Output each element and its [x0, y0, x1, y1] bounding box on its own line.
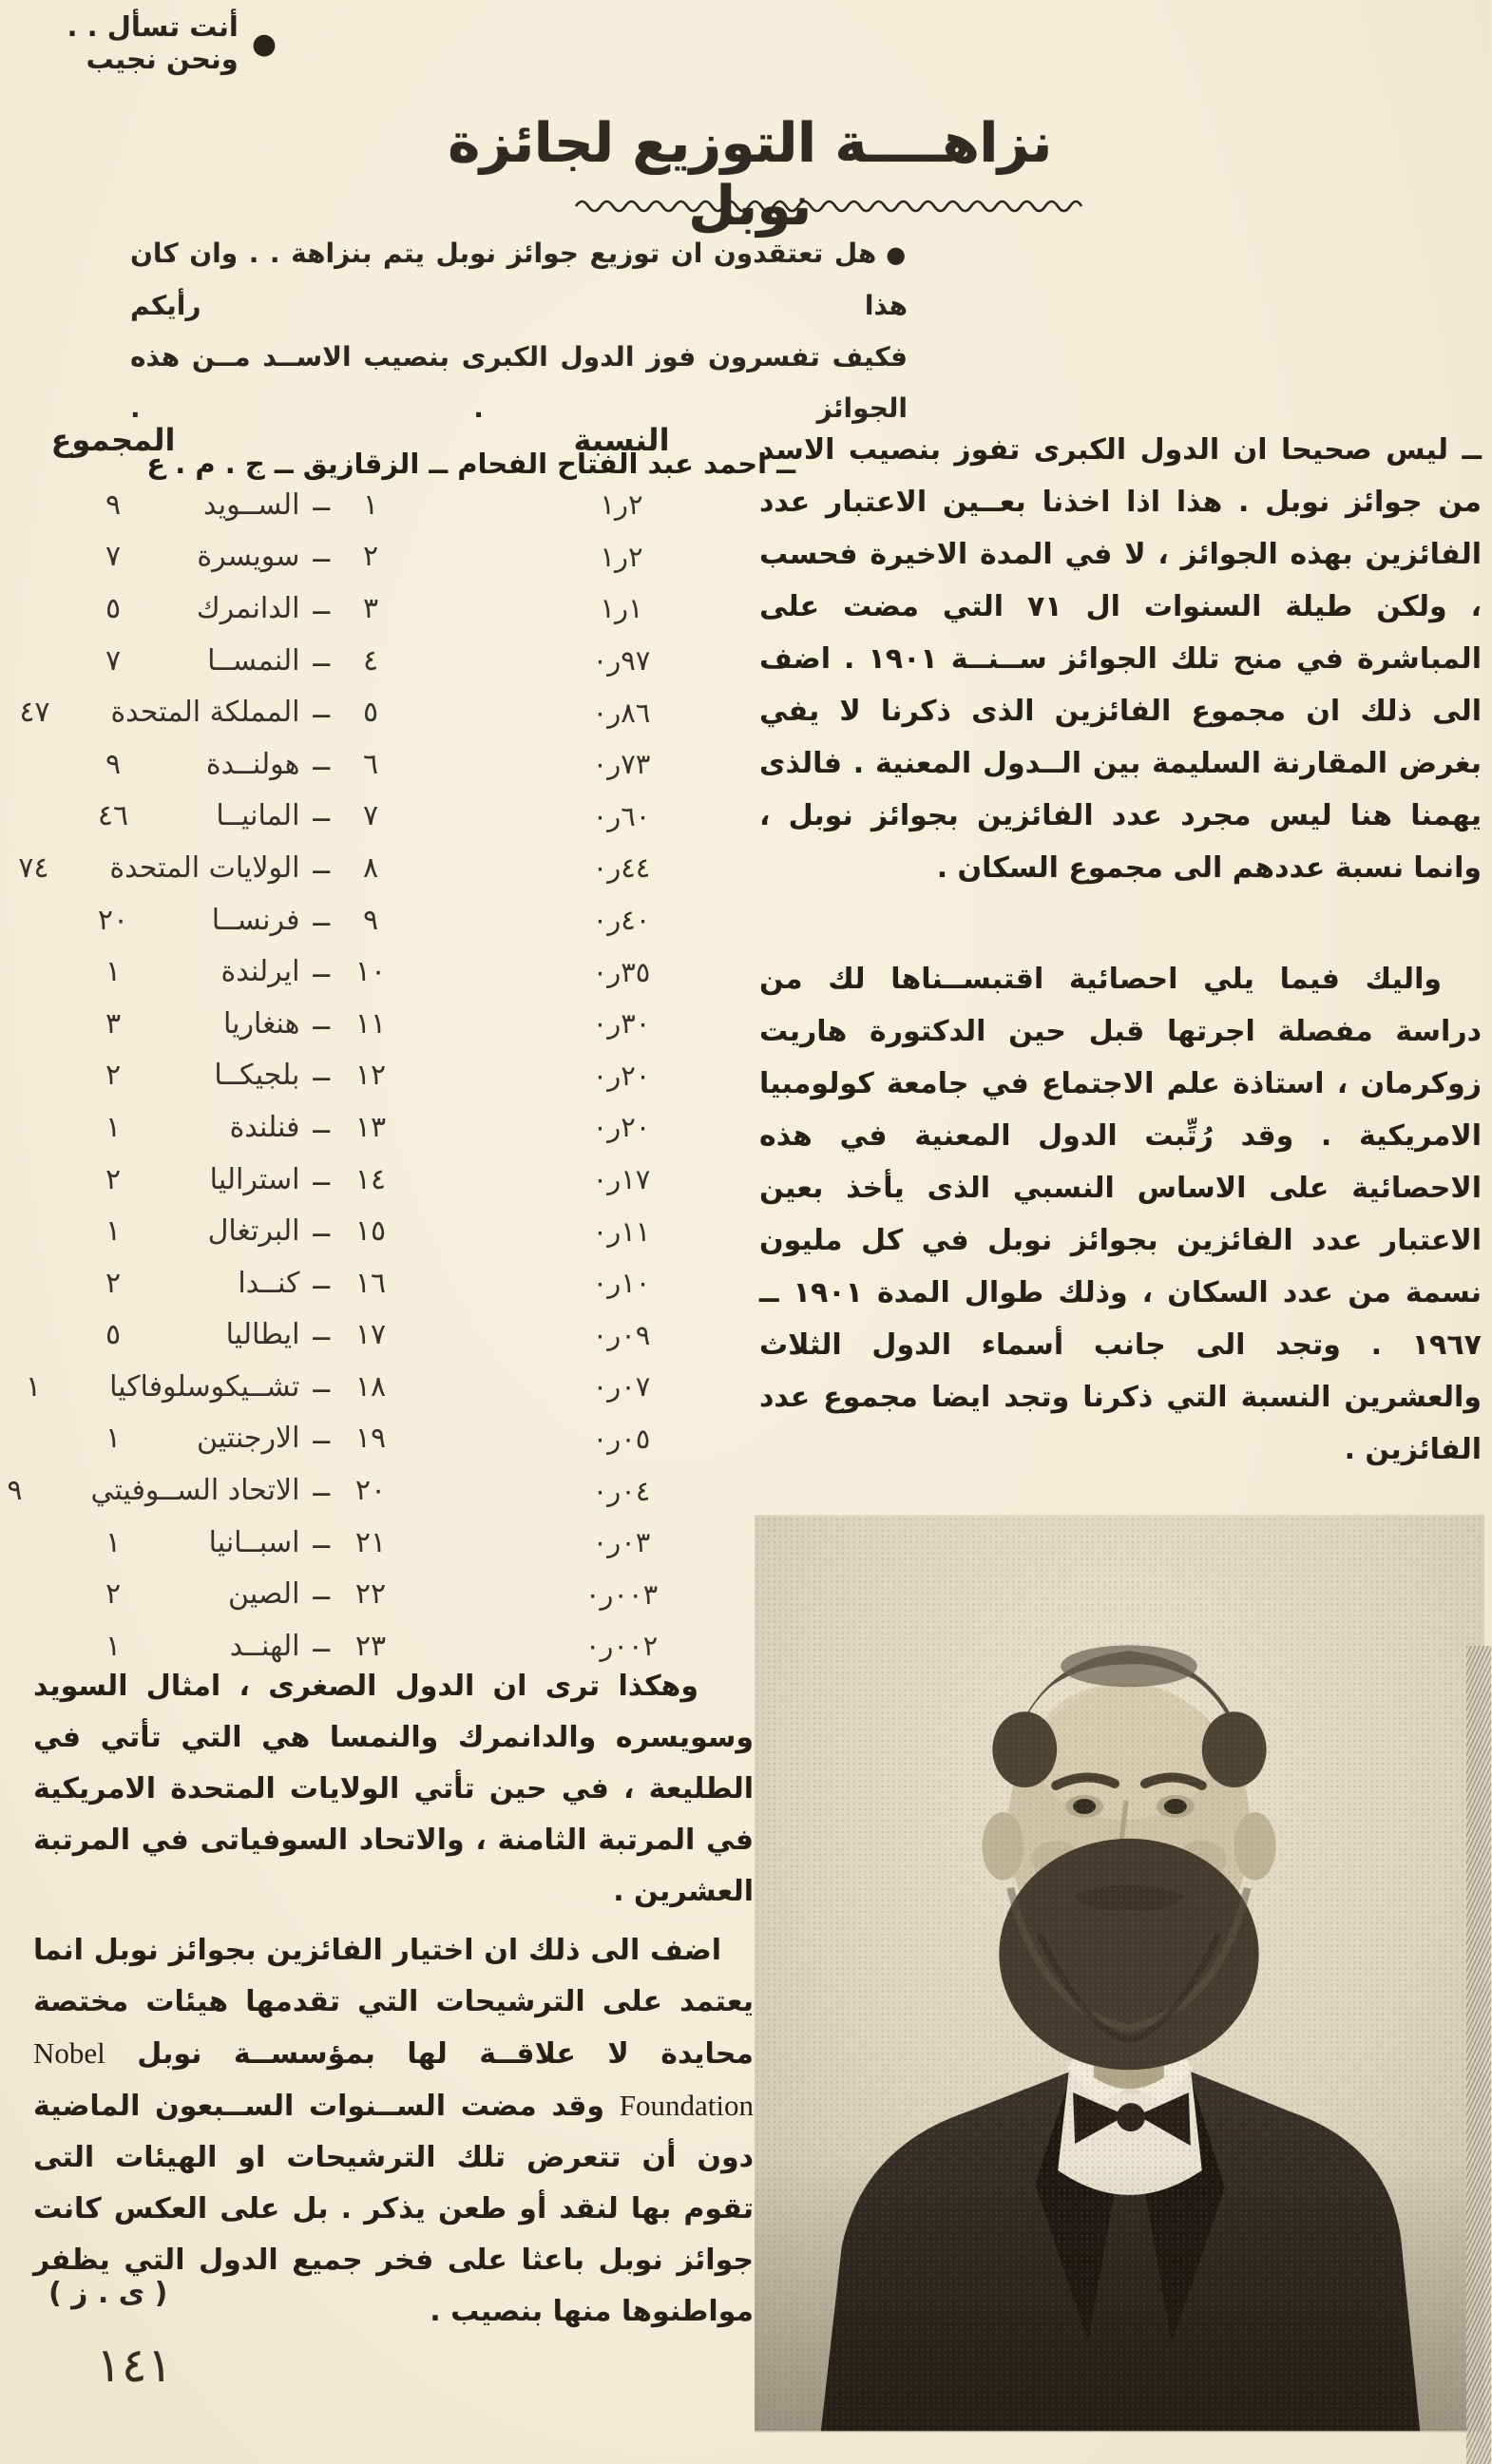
country-name: البرتغال: [208, 1214, 301, 1249]
country-name: ايطاليا: [226, 1318, 301, 1352]
ratio-value: ٠ر٢٠: [593, 1059, 652, 1092]
country-cell: [190, 1211, 542, 1249]
row-number: ١٤: [355, 1162, 388, 1196]
dash-icon: ــ: [314, 587, 331, 621]
table-row: [38, 583, 703, 635]
country-cell: [190, 1521, 542, 1559]
country-cell: [190, 1418, 542, 1456]
table-row: [27, 1361, 703, 1413]
country-cell: [190, 1314, 542, 1352]
country-cell: [190, 1262, 542, 1300]
row-number: ١٣: [355, 1110, 388, 1144]
table-row: [38, 1205, 703, 1257]
ratio-value: ٠ر٠٠٣: [585, 1577, 660, 1611]
row-number: ١٧: [355, 1318, 388, 1352]
ratio-value: ٠ر٠٣: [593, 1526, 652, 1559]
bottom-column: [34, 1661, 755, 2338]
nobel-portrait-photo: [756, 1515, 1485, 2433]
table-row: [20, 686, 703, 738]
row-number: ٥: [363, 696, 380, 730]
question-attribution: ــ احمد عبد الفتاح الفحام ــ الزقازيق ــ ج . م . ع: [147, 448, 796, 480]
bullet-icon: ●: [887, 241, 909, 268]
total-value: ٧: [105, 643, 123, 678]
country-name: فرنســا: [212, 903, 301, 937]
table-row: [38, 738, 703, 791]
ratio-value: ٠ر١٧: [593, 1163, 652, 1196]
country-cell: [190, 1003, 542, 1041]
table-row: [38, 1101, 703, 1154]
row-number: ٦: [363, 747, 380, 781]
total-value: ٣: [105, 1006, 123, 1041]
country-name: كنــدا: [239, 1266, 301, 1300]
country-name: استراليا: [210, 1162, 301, 1196]
title-underline-wavy-icon: [576, 196, 1083, 213]
row-number: ٢: [363, 540, 380, 574]
country-name: هنغاريا: [223, 1006, 301, 1041]
dash-icon: ــ: [314, 951, 331, 985]
question-line: [131, 228, 909, 332]
country-cell: [190, 1574, 542, 1612]
row-number: ٤: [363, 643, 380, 678]
table-row: [38, 1517, 703, 1569]
country-name: الدانمرك: [197, 591, 301, 625]
nobel-portrait-svg: [756, 1515, 1485, 2433]
country-name: المانيــا: [217, 799, 301, 833]
total-value: ٢: [105, 1577, 123, 1612]
dash-icon: ــ: [314, 1158, 331, 1193]
stats-table: [8, 422, 703, 1672]
paragraph-text: وقد مضت الســنوات الســبعون الماضية دون أن تتعرض تلك الترشيحات او الهيئات التى تقوم بها لنقد أو طعن يذكر . بل على العكس كانت جوائز نوبل باعثا على فخر جميع الدول التي يظفر مواطنوها منها بنصيب .: [34, 2090, 755, 2328]
table-row: [38, 1154, 703, 1206]
total-value: ١: [27, 1369, 43, 1404]
row-number: ٩: [363, 903, 380, 937]
ratio-value: ١ر٢: [601, 540, 644, 573]
ratio-value: ٠ر١٠: [593, 1267, 652, 1300]
country-name: الصين: [229, 1577, 301, 1612]
table-row: [38, 635, 703, 687]
ratio-value: ٠ر٣٥: [593, 955, 652, 988]
total-value: ٢: [105, 1162, 123, 1196]
table-row: [38, 531, 703, 583]
ratio-value: ٠ر٠٩: [593, 1318, 652, 1351]
total-value: ٥: [105, 591, 123, 625]
row-number: ١٩: [355, 1422, 388, 1456]
ratio-value: ٠ر٠٥: [593, 1422, 652, 1455]
table-row: [38, 894, 703, 946]
row-number: ٧: [363, 799, 380, 833]
question-text: هل تعتقدون ان توزيع جوائز نوبل يتم بنزاهة . . وان كان هذا رأيكم: [131, 238, 909, 321]
column-header-total: المجموع: [51, 422, 177, 458]
table-row: [19, 842, 703, 894]
country-name: الارجنتين: [197, 1422, 301, 1456]
total-value: ٤٧: [20, 696, 51, 730]
total-value: ١: [105, 1629, 123, 1663]
dash-icon: ــ: [314, 743, 331, 777]
country-cell: [190, 795, 542, 833]
table-row: [38, 479, 703, 531]
total-value: ١: [105, 1525, 123, 1559]
paragraph-text: اضف الى ذلك ان اختيار الفائزين بجوائز نوبل انما يعتمد على الترشيحات التي تقدمها هيئات مختصة محايدة لا علاقــة لها بمؤسســة نوبل: [34, 1934, 755, 2071]
bottom-paragraph: [34, 1925, 755, 2338]
dash-icon: ــ: [314, 1055, 331, 1089]
dash-icon: ــ: [314, 1521, 331, 1556]
ratio-value: ٠ر١١: [593, 1214, 652, 1248]
masthead: [16, 10, 277, 75]
table-row: [38, 945, 703, 998]
question-line: فكيف تفسرون فوز الدول الكبرى بنصيب الاســد مــن هذه الجوائز . .: [131, 341, 909, 424]
country-name: تشــيكوسلوفاكيا: [110, 1369, 301, 1404]
dash-icon: ــ: [314, 1470, 331, 1504]
country-name: بلجيكــا: [215, 1059, 301, 1093]
total-value: ١: [105, 955, 123, 989]
ratio-value: ٠ر٢٠: [593, 1111, 652, 1144]
country-cell: [190, 1055, 542, 1093]
total-value: ٥: [105, 1318, 123, 1352]
country-name: فنلندة: [230, 1110, 301, 1144]
country-cell: [190, 899, 542, 937]
total-value: ١: [105, 1422, 123, 1456]
country-cell: [110, 847, 542, 885]
country-name: اسبــانيا: [209, 1525, 301, 1559]
table-row: [38, 1413, 703, 1465]
country-name: الســويد: [204, 487, 301, 522]
nobel-foundation-latin-text: Nobel Foundation: [34, 2036, 755, 2122]
total-value: ٤٦: [98, 799, 130, 833]
row-number: ١٠: [355, 955, 388, 989]
total-value: ٩: [8, 1474, 24, 1508]
ratio-value: ٠ر٣٠: [593, 1007, 652, 1041]
bullet-icon: ●: [252, 28, 277, 61]
page-edge-strip: [1467, 1646, 1492, 2464]
table-row: [38, 998, 703, 1050]
dash-icon: ــ: [314, 1262, 331, 1296]
row-number: ١٥: [355, 1214, 388, 1249]
table-row: [8, 1464, 703, 1517]
bottom-paragraph: وهكذا ترى ان الدول الصغرى ، امثال السويد وسويسره والدانمرك والنمسا هي التي تأتي في الطليعة ، في حين تأتي الولايات المتحدة الامريكية في المرتبة الثامنة ، والاتحاد السوفياتى في المرتبة العشرين .: [34, 1670, 755, 1908]
ratio-value: ٠ر٨٦: [593, 696, 652, 729]
dash-icon: ــ: [314, 1366, 331, 1400]
country-cell: [190, 743, 542, 781]
dash-icon: ــ: [314, 1574, 331, 1608]
country-name: الولايات المتحدة: [110, 850, 301, 885]
ratio-value: ٠ر٠٧: [593, 1370, 652, 1404]
table-row: [38, 1568, 703, 1620]
ratio-value: ٠ر٩٧: [593, 644, 652, 678]
total-value: ٧٤: [19, 850, 50, 885]
country-name: النمســا: [208, 643, 301, 678]
country-cell: [91, 1470, 542, 1508]
country-name: المملكة المتحدة: [111, 696, 301, 730]
ratio-value: ٠ر٠٤: [593, 1474, 652, 1507]
country-name: سويسرة: [198, 540, 301, 574]
country-name: ايرلندة: [221, 955, 301, 989]
total-value: ٩: [105, 747, 123, 781]
table-row: [38, 791, 703, 843]
dash-icon: ــ: [314, 899, 331, 933]
dash-icon: ــ: [314, 1003, 331, 1037]
masthead-label: أنت تسأل . . ونحن نجيب: [67, 10, 239, 75]
dash-icon: ــ: [314, 847, 331, 881]
row-number: ١: [363, 487, 380, 522]
row-number: ٢٠: [355, 1474, 388, 1508]
total-value: ١: [105, 1214, 123, 1249]
ratio-value: ٠ر٠٠٢: [585, 1630, 660, 1663]
dash-icon: ــ: [314, 1418, 331, 1452]
country-cell: [190, 1158, 542, 1196]
row-number: ٨: [363, 850, 380, 885]
dash-icon: ــ: [314, 1211, 331, 1245]
answer-paragraph: واليك فيما يلي احصائية اقتبســناها لك من دراسة مفصلة اجرتها قبل حين الدكتورة هاريت زوكرمان ، استاذة علم الاجتماع في جامعة كولومبيا الامريكية . وقد رُتِّبت الدول المعنية في هذه الاحصائية على الاساس النسبي الذى يأخذ بعين الاعتبار عدد الفائزين بجوائز نوبل في كل مليون نسمة من عدد السكان ، وذلك طوال المدة ١٩٠١ ــ ١٩٦٧ . وتجد الى جانب أسماء الدول الثلاث والعشرين النسبة التي ذكرنا وتجد ايضا مجموع عدد الفائزين .: [760, 963, 1482, 1466]
dash-icon: ــ: [314, 640, 331, 674]
total-value: ٢: [105, 1266, 123, 1300]
country-cell: [190, 484, 542, 522]
ratio-value: ٠ر٧٣: [593, 748, 652, 781]
total-value: ٩: [105, 487, 123, 522]
country-cell: [190, 536, 542, 574]
page-number: ١٤١: [97, 2338, 174, 2393]
page-title: نزاهــــة التوزيع لجائزة نوبل: [449, 112, 1053, 238]
editor-initials: ( ى . ز ): [49, 2277, 169, 2310]
row-number: ٢٣: [355, 1629, 388, 1663]
table-row: [38, 1309, 703, 1362]
row-number: ١٨: [355, 1369, 388, 1404]
country-name: هولنــدة: [206, 747, 301, 781]
country-cell: [111, 692, 542, 730]
ratio-value: ١ر١: [601, 592, 644, 625]
answer-paragraph: ــ ليس صحيحا ان الدول الكبرى تفوز بنصيب الاسد من جوائز نوبل . هذا اذا اخذنا بعــين الاعتبار عدد الفائزين بهذه الجوائز ، لا في المدة الاخيرة فحسب ، ولكن طيلة السنوات ال ٧١ التي مضت على المباشرة في منح تلك الجوائز ســنــة ١٩٠١ . اضف الى ذلك ان مجموع الفائزين الذى ذكرنا لا يفي بغرض المقارنة السليمة بين الــدول المعنية . فالذى يهمنا هنا ليس مجرد عدد الفائزين بجوائز نوبل ، وانما نسبة عددهم الى مجموع السكان .: [760, 433, 1482, 885]
ratio-value: ٠ر٤٠: [593, 904, 652, 937]
row-number: ٣: [363, 591, 380, 625]
table-header-row: [38, 422, 703, 479]
dash-icon: ــ: [314, 484, 331, 518]
row-number: ١١: [355, 1006, 388, 1041]
dash-icon: ــ: [314, 1106, 331, 1140]
row-number: ١٢: [355, 1059, 388, 1093]
table-row: [38, 1257, 703, 1309]
column-header-ratio: النسبة: [574, 422, 671, 458]
total-value: ٢: [105, 1059, 123, 1093]
country-cell: [190, 1106, 542, 1144]
country-cell: [110, 1366, 542, 1404]
dash-icon: ــ: [314, 692, 331, 726]
country-name: الاتحاد الســوفيتي: [91, 1474, 301, 1508]
total-value: ٧: [105, 540, 123, 574]
country-cell: [190, 1625, 542, 1663]
table-row: [38, 1050, 703, 1102]
dash-icon: ــ: [314, 795, 331, 830]
dash-icon: ــ: [314, 1314, 331, 1348]
answer-column: [760, 424, 1482, 1535]
country-cell: [190, 587, 542, 625]
total-value: ١: [105, 1110, 123, 1144]
total-value: ٢٠: [98, 903, 130, 937]
row-number: ١٦: [355, 1266, 388, 1300]
ratio-value: ٠ر٦٠: [593, 799, 652, 832]
ratio-value: ٠ر٤٤: [593, 851, 652, 885]
table-body: [8, 479, 703, 1672]
ratio-value: ١ر٢: [601, 488, 644, 522]
dash-icon: ــ: [314, 1625, 331, 1659]
country-cell: [190, 951, 542, 989]
row-number: ٢١: [355, 1525, 388, 1559]
country-name: الهنــد: [230, 1629, 301, 1663]
country-cell: [190, 640, 542, 678]
dash-icon: ــ: [314, 536, 331, 570]
row-number: ٢٢: [355, 1577, 388, 1612]
